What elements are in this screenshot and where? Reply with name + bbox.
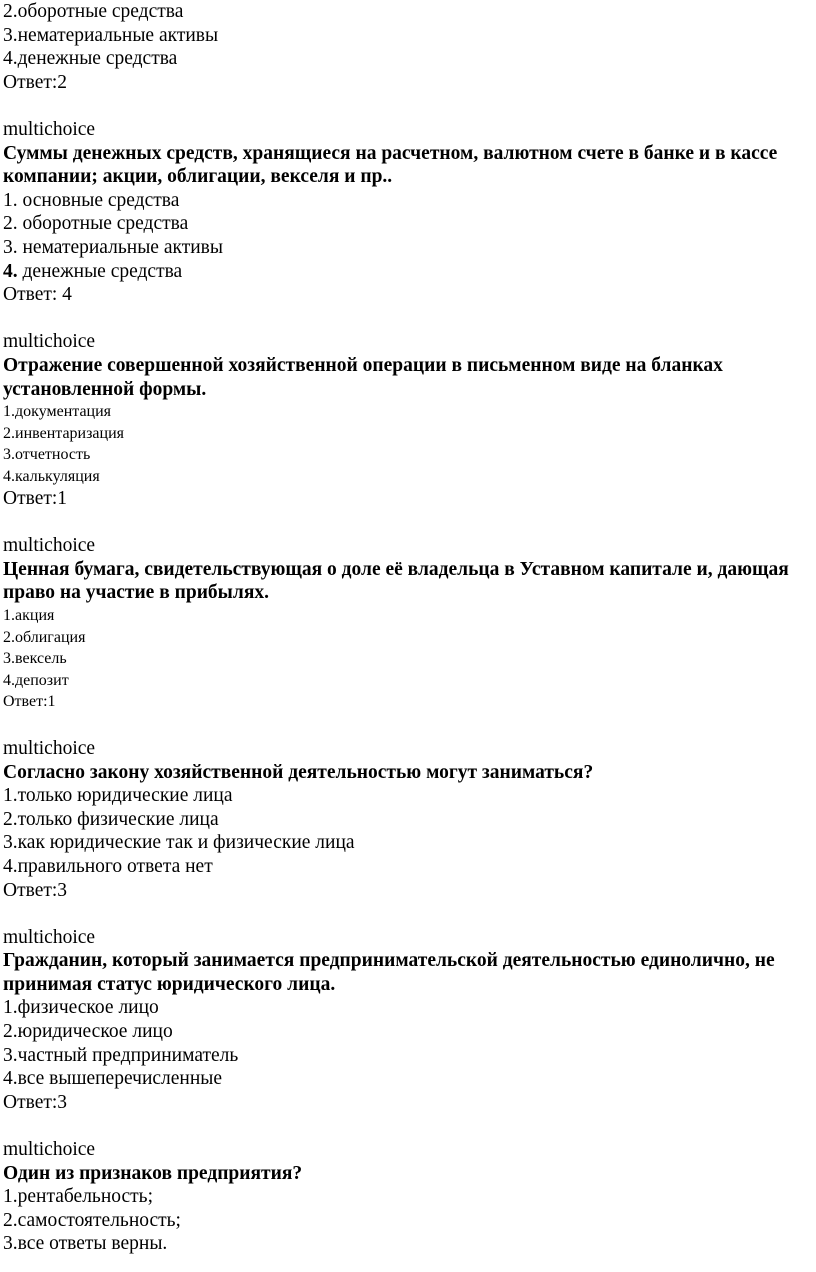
question-type: multichoice <box>3 118 96 140</box>
spacer <box>3 713 809 737</box>
answer-line: Ответ: 4 <box>3 284 72 306</box>
answer-line: Ответ:1 <box>3 488 68 510</box>
spacer <box>3 511 809 535</box>
question-block <box>3 737 809 902</box>
spacer <box>3 307 809 331</box>
option-line: 3.как юридические так и физические лица <box>3 832 355 854</box>
option-line: 2.облигация <box>3 628 86 646</box>
question-type: multichoice <box>3 1139 96 1161</box>
option-line: 3.отчетность <box>3 446 91 464</box>
intro-block <box>3 0 809 94</box>
option-number: 4. <box>3 260 18 282</box>
spacer <box>3 902 809 926</box>
option-line: 2.юридическое лицо <box>3 1021 173 1043</box>
spacer <box>3 94 809 118</box>
question-text: Гражданин, который занимается предпринимательской деятельностью единолично, не принимая статус юридического лица. <box>3 950 775 995</box>
answer-line: Ответ:2 <box>3 71 68 93</box>
option-line: 2.только физические лица <box>3 808 219 830</box>
question-block <box>3 1138 809 1256</box>
answer-line: Ответ:3 <box>3 1091 68 1113</box>
answer-line: Ответ:3 <box>3 879 68 901</box>
question-text: Отражение совершенной хозяйственной операции в письменном виде на бланках установленной формы. <box>3 354 723 400</box>
option-line: 3.нематериальные активы <box>3 24 219 46</box>
question-text: Согласно закону хозяйственной деятельностью могут заниматься? <box>3 761 594 783</box>
option-line: 1. основные средства <box>3 189 180 211</box>
option-line: 2.оборотные средства <box>3 1 184 22</box>
question-text: Один из признаков предприятия? <box>3 1162 303 1184</box>
option-line: 1.физическое лицо <box>3 997 159 1019</box>
option-line: 3.все ответы верны. <box>3 1233 168 1255</box>
option-line: 4.правильного ответа нет <box>3 855 213 877</box>
question-text: Суммы денежных средств, хранящиеся на расчетном, валютном счете в банке и в кассе компании; акции, облигации, векселя и пр.. <box>3 142 778 188</box>
document-page <box>3 0 809 1256</box>
option-line: 4.денежные средства <box>3 48 178 70</box>
question-block <box>3 330 809 510</box>
option-line: 1.акция <box>3 607 55 625</box>
question-type: multichoice <box>3 331 96 353</box>
option-line: 2. оборотные средства <box>3 213 189 235</box>
option-line: 1.только юридические лица <box>3 785 233 807</box>
option-line: 1.рентабельность; <box>3 1186 153 1208</box>
option-line: 1.документация <box>3 403 112 421</box>
question-block <box>3 534 809 712</box>
spacer <box>3 1114 809 1138</box>
option-line: 3.частный предприниматель <box>3 1044 239 1066</box>
option-line: 4.все вышеперечисленные <box>3 1068 223 1090</box>
option-line <box>3 260 809 284</box>
option-line: 3. нематериальные активы <box>3 236 223 258</box>
option-line: 4.депозит <box>3 671 69 689</box>
question-block <box>3 926 809 1115</box>
answer-line: Ответ:1 <box>3 693 56 711</box>
question-type: multichoice <box>3 926 96 948</box>
option-line: 3.вексель <box>3 650 67 668</box>
question-block <box>3 118 809 307</box>
option-line: 2.самостоятельность; <box>3 1209 181 1231</box>
option-line: 2.инвентаризация <box>3 424 125 442</box>
option-text: денежные средства <box>17 260 183 282</box>
option-line: 4.калькуляция <box>3 467 100 485</box>
question-text: Ценная бумага, свидетельствующая о доле её владельца в Уставном капитале и, дающая право на участие в прибылях. <box>3 558 789 604</box>
question-type: multichoice <box>3 535 96 557</box>
question-type: multichoice <box>3 737 96 759</box>
